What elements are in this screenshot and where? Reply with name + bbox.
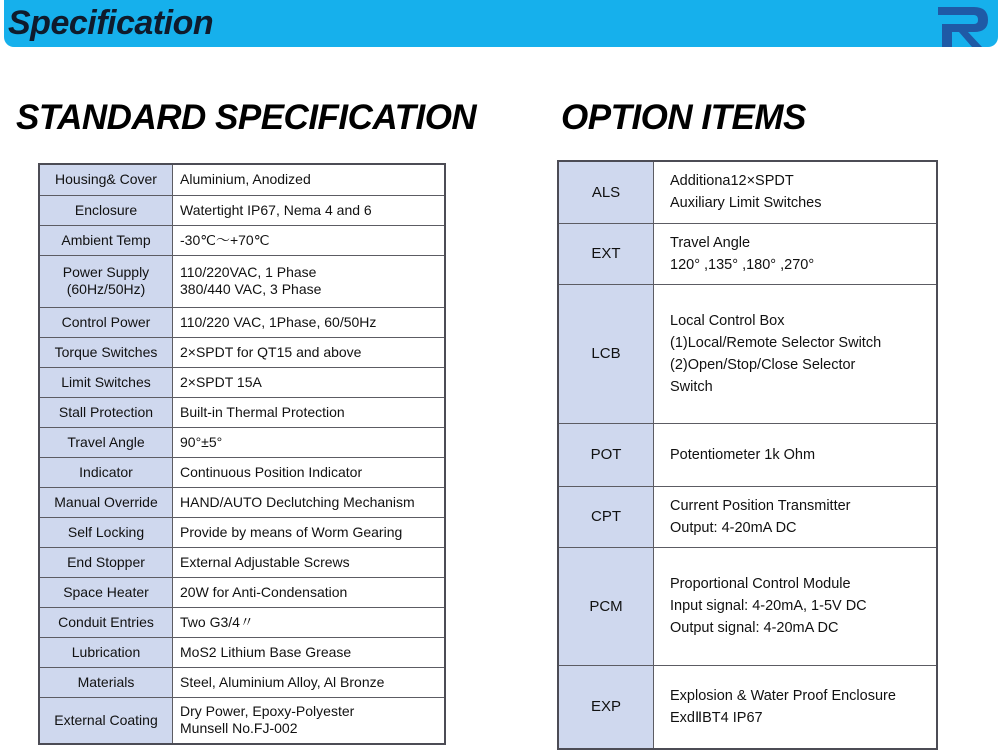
spec-value-cell	[173, 547, 446, 577]
spec-label: Space Heater	[63, 583, 149, 600]
spec-row-conduit-entries	[39, 607, 445, 637]
option-description: Proportional Control Module	[670, 576, 851, 592]
spec-value-cell	[173, 487, 446, 517]
spec-value: 380/440 VAC, 3 Phase	[180, 281, 322, 297]
spec-value: Built-in Thermal Protection	[180, 403, 345, 420]
option-code: EXP	[558, 665, 654, 749]
spec-value: External Adjustable Screws	[180, 553, 350, 570]
spec-row-end-stopper	[39, 547, 445, 577]
spec-label-cell	[39, 225, 173, 255]
spec-label: Indicator	[79, 463, 133, 480]
spec-value: 110/220 VAC, 1Phase, 60/50Hz	[180, 313, 377, 330]
spec-row-ambient-temp	[39, 225, 445, 255]
option-description-cell	[654, 665, 938, 749]
spec-value: 2×SPDT 15A	[180, 373, 262, 390]
spec-row-lubrication	[39, 637, 445, 667]
spec-value: 90°±5°	[180, 433, 223, 450]
spec-label-cell	[39, 667, 173, 697]
spec-row-space-heater	[39, 577, 445, 607]
option-row-lcb	[558, 284, 937, 423]
spec-label: Materials	[77, 673, 135, 690]
spec-row-limit-switches	[39, 367, 445, 397]
spec-label: Ambient Temp	[61, 231, 151, 248]
spec-value-cell	[173, 225, 446, 255]
option-row-pot	[558, 423, 937, 486]
spec-value-cell	[173, 667, 446, 697]
option-description: Output: 4-20mA DC	[670, 519, 797, 536]
option-description-cell	[654, 284, 938, 423]
option-code: PCM	[558, 547, 654, 665]
spec-value: 110/220VAC, 1 Phase	[180, 264, 317, 280]
spec-label-cell	[39, 607, 173, 637]
spec-value-cell	[173, 164, 446, 195]
option-code: LCB	[558, 284, 654, 423]
spec-value: MoS2 Lithium Base Grease	[180, 643, 352, 660]
spec-label: Conduit Entries	[58, 613, 154, 630]
option-description: Explosion & Water Proof Enclosure	[670, 687, 896, 704]
option-description: Output signal: 4-20mA DC	[670, 620, 839, 636]
spec-row-external-coating	[39, 697, 445, 744]
spec-value-cell	[173, 517, 446, 547]
option-description: 120° ,135° ,180° ,270°	[670, 256, 815, 273]
spec-value: Aluminium, Anodized	[180, 171, 311, 188]
option-description-cell	[654, 423, 938, 486]
standard-spec-heading: STANDARD SPECIFICATION	[16, 98, 477, 137]
spec-label-cell	[39, 487, 173, 517]
spec-value: Steel, Aluminium Alloy, Al Bronze	[180, 673, 385, 690]
spec-label-cell	[39, 517, 173, 547]
option-description: Input signal: 4-20mA, 1-5V DC	[670, 598, 867, 614]
spec-label: Limit Switches	[61, 373, 151, 390]
spec-row-indicator	[39, 457, 445, 487]
spec-value-cell	[173, 255, 446, 307]
company-logo-icon	[932, 3, 992, 47]
spec-value-cell	[173, 337, 446, 367]
spec-value: Dry Power, Epoxy-Polyester	[180, 703, 355, 720]
spec-row-materials	[39, 667, 445, 697]
spec-label: External Coating	[54, 711, 158, 728]
spec-value: Munsell No.FJ-002	[180, 720, 298, 737]
spec-label-cell	[39, 195, 173, 225]
option-items-heading: OPTION ITEMS	[561, 98, 806, 137]
spec-label: (60Hz/50Hz)	[66, 281, 146, 297]
spec-row-power-supply-60hz-50hz	[39, 255, 445, 307]
option-description: (2)Open/Stop/Close Selector	[670, 356, 856, 373]
spec-value: HAND/AUTO Declutching Mechanism	[180, 493, 415, 510]
option-description-cell	[654, 223, 938, 284]
spec-label-cell	[39, 547, 173, 577]
spec-label: Stall Protection	[58, 403, 154, 420]
spec-label: Enclosure	[74, 201, 138, 218]
spec-label: Power Supply	[62, 264, 150, 280]
spec-label: Control Power	[61, 313, 151, 330]
spec-value-cell	[173, 367, 446, 397]
option-items-table	[557, 160, 938, 750]
spec-label-cell	[39, 427, 173, 457]
option-description: Potentiometer 1k Ohm	[670, 446, 816, 463]
option-description-cell	[654, 547, 938, 665]
option-code: EXT	[558, 223, 654, 284]
option-row-als	[558, 161, 937, 223]
spec-label-cell	[39, 637, 173, 667]
spec-label: Torque Switches	[54, 343, 158, 360]
option-description: Local Control Box	[670, 312, 785, 329]
spec-value-cell	[173, 577, 446, 607]
spec-value-cell	[173, 637, 446, 667]
spec-label-cell	[39, 457, 173, 487]
header-bar	[4, 0, 998, 47]
spec-label: Manual Override	[54, 493, 158, 510]
spec-row-control-power	[39, 307, 445, 337]
spec-value-cell	[173, 607, 446, 637]
option-code: CPT	[558, 486, 654, 547]
spec-value: -30℃～+70℃	[180, 231, 270, 248]
spec-value-cell	[173, 697, 446, 744]
spec-label-cell	[39, 577, 173, 607]
spec-label-cell	[39, 337, 173, 367]
spec-value: 20W for Anti-Condensation	[180, 583, 348, 600]
spec-value-cell	[173, 195, 446, 225]
standard-spec-table	[38, 163, 446, 745]
spec-label-cell	[39, 697, 173, 744]
spec-row-enclosure	[39, 195, 445, 225]
spec-value-cell	[173, 397, 446, 427]
option-description: (1)Local/Remote Selector Switch	[670, 334, 882, 351]
option-description-cell	[654, 486, 938, 547]
option-row-pcm	[558, 547, 937, 665]
option-row-exp	[558, 665, 937, 749]
option-row-ext	[558, 223, 937, 284]
spec-label: End Stopper	[67, 553, 145, 570]
spec-label: Lubrication	[71, 643, 141, 660]
option-description: Additiona12×SPDT	[670, 173, 794, 190]
spec-value: Watertight IP67, Nema 4 and 6	[180, 201, 372, 218]
spec-row-stall-protection	[39, 397, 445, 427]
option-description: Auxiliary Limit Switches	[670, 195, 822, 212]
option-description: Current Position Transmitter	[670, 497, 851, 514]
spec-label: Self Locking	[67, 523, 145, 540]
option-code: ALS	[558, 161, 654, 223]
spec-row-manual-override	[39, 487, 445, 517]
page-title: Specification	[8, 4, 214, 42]
option-description: Travel Angle	[670, 234, 751, 251]
spec-value: Continuous Position Indicator	[180, 463, 363, 480]
option-row-cpt	[558, 486, 937, 547]
spec-label-cell	[39, 164, 173, 195]
option-description: ExdⅡBT4 IP67	[670, 709, 763, 726]
option-description: Switch	[670, 378, 713, 395]
spec-value-cell	[173, 307, 446, 337]
spec-row-housing-cover	[39, 164, 445, 195]
option-description-cell	[654, 161, 938, 223]
spec-label-cell	[39, 255, 173, 307]
spec-label-cell	[39, 307, 173, 337]
spec-label-cell	[39, 367, 173, 397]
spec-label: Housing& Cover	[55, 171, 157, 188]
spec-value: 2×SPDT for QT15 and above	[180, 343, 362, 360]
spec-row-travel-angle	[39, 427, 445, 457]
spec-value-cell	[173, 457, 446, 487]
spec-label-cell	[39, 397, 173, 427]
spec-value: Provide by means of Worm Gearing	[180, 523, 403, 540]
spec-row-self-locking	[39, 517, 445, 547]
spec-value: Two G3/4〃	[180, 613, 254, 630]
option-code: POT	[558, 423, 654, 486]
spec-row-torque-switches	[39, 337, 445, 367]
spec-value-cell	[173, 427, 446, 457]
spec-label: Travel Angle	[67, 433, 145, 450]
